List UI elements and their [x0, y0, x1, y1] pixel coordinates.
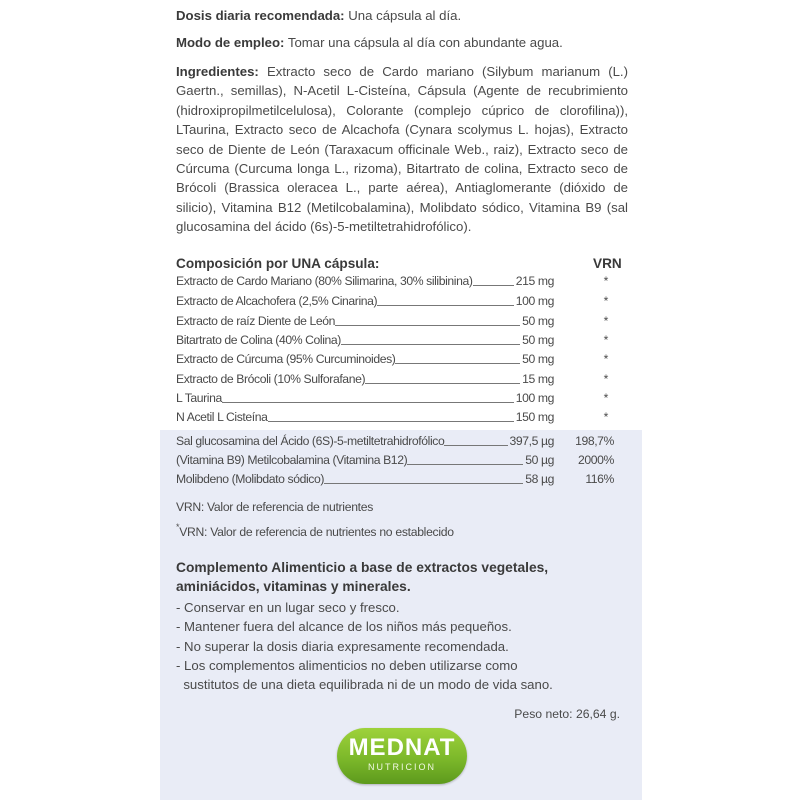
- ingredient-vrn: 116%: [585, 472, 614, 486]
- composition-row: [176, 331, 628, 349]
- leader-line: [395, 363, 520, 364]
- ingredient-vrn: *: [603, 372, 608, 386]
- composition-row: [176, 408, 628, 426]
- ingredient-name: (Vitamina B9) Metilcobalamina (Vitamina B12): [176, 453, 408, 467]
- ingredient-vrn: *: [603, 352, 608, 366]
- ingredient-name: Extracto de Cúrcuma (95% Curcuminoides): [176, 352, 396, 366]
- ingredient-name: L Taurina: [176, 391, 222, 405]
- composition-title: Composición por UNA cápsula:: [176, 256, 380, 271]
- composition-row: [176, 389, 628, 407]
- ingredient-vrn: *: [603, 314, 608, 328]
- logo-brand: MEDNAT: [348, 734, 456, 761]
- supplement-line-2: aminiácidos, vitaminas y minerales.: [176, 579, 411, 594]
- vrn-star-note: VRN: Valor de referencia de nutrientes no establecido: [179, 525, 454, 539]
- logo-subtitle: NUTRICION: [368, 762, 436, 772]
- ingredient-vrn: *: [603, 333, 608, 347]
- bullet-item: - Los complementos alimenticios no deben utilizarse como: [176, 658, 518, 673]
- usage-label: Modo de empleo:: [176, 35, 285, 50]
- ingredient-amount: 50 µg: [525, 453, 554, 467]
- composition-row: [176, 370, 628, 388]
- bullet-item: - Conservar en un lugar seco y fresco.: [176, 600, 400, 615]
- ingredient-amount: 15 mg: [522, 372, 554, 386]
- composition-row: [176, 432, 628, 450]
- leader-line: [407, 464, 523, 465]
- leader-line: [335, 325, 520, 326]
- ingredient-name: N Acetil L Cisteína: [176, 410, 268, 424]
- supplement-title: [176, 558, 548, 596]
- ingredient-amount: 50 mg: [522, 314, 554, 328]
- ingredient-name: Bitartrato de Colina (40% Colina): [176, 333, 341, 347]
- ingredient-vrn: *: [603, 294, 608, 308]
- bullet-item: - No superar la dosis diaria expresamente recomendada.: [176, 639, 509, 654]
- dose-line: [176, 6, 461, 25]
- composition-row: [176, 451, 628, 469]
- ingredient-amount: 150 mg: [515, 410, 554, 424]
- ingredient-name: Extracto de Brócoli (10% Sulforafane): [176, 372, 366, 386]
- usage-text: Tomar una cápsula al día con abundante agua.: [284, 35, 563, 50]
- vrn-note: VRN: Valor de referencia de nutrientes: [176, 500, 374, 514]
- composition-row: [176, 312, 628, 330]
- ingredient-name: Extracto de raíz Diente de León: [176, 314, 336, 328]
- ingredient-amount: 58 µg: [525, 472, 554, 486]
- composition-row: [176, 470, 628, 488]
- leader-line: [341, 344, 520, 345]
- dose-label: Dosis diaria recomendada:: [176, 8, 345, 23]
- ingredient-vrn: 2000%: [578, 453, 614, 467]
- leader-line: [222, 402, 514, 403]
- ingredient-amount: 100 mg: [515, 294, 554, 308]
- ingredient-name: Sal glucosamina del Ácido (6S)-5-metiltetrahidrofólico: [176, 434, 445, 448]
- ingredient-amount: 50 mg: [522, 352, 554, 366]
- ingredient-vrn: *: [603, 391, 608, 405]
- leader-line: [268, 421, 514, 422]
- leader-line: [365, 383, 520, 384]
- composition-row: [176, 350, 628, 368]
- composition-row: [176, 292, 628, 310]
- leader-line: [377, 305, 514, 306]
- ingredient-name: Extracto de Alcachofera (2,5% Cinarina): [176, 294, 378, 308]
- ingredient-name: Extracto de Cardo Mariano (80% Silimarina, 30% silibinina): [176, 274, 473, 288]
- ingredient-amount: 215 mg: [515, 274, 554, 288]
- leader-line: [444, 445, 507, 446]
- ingredients-text: Extracto seco de Cardo mariano (Silybum marianum (L.) Gaertn., semillas), N-Acetil L-Cisteína, Cápsula (Agente de recubrimiento (hidroxipropilmetilcelulosa), Colorante (complejo cúprico de clorofilina)), LTaurina, Extracto seco de Alcachofa (Cynara scolymus L. hojas), Extracto seco de Diente de León (Taraxacum officinale Web., raiz), Extracto seco de Cúrcuma (Curcuma longa L., rizoma), Bitartrato de colina, Extracto seco de Brócoli (Brassica oleracea L., parte aérea), Antiaglomerante (dióxido de silicio), Vitamina B12 (Metilcobalamina), Molibdato sódico, Vitamina B9 (sal glucosamina del ácido (6s)-5-metiltetrahidrofólico).: [176, 64, 628, 235]
- ingredient-vrn: 198,7%: [575, 434, 614, 448]
- dose-text: Una cápsula al día.: [344, 8, 462, 23]
- ingredient-amount: 397,5 µg: [509, 434, 554, 448]
- supplement-line-1: Complemento Alimenticio a base de extractos vegetales,: [176, 560, 549, 575]
- ingredients-paragraph: [176, 62, 628, 237]
- vrn-star-note-line: [176, 522, 454, 539]
- ingredient-amount: 100 mg: [515, 391, 554, 405]
- vrn-star-mark: *: [176, 522, 180, 532]
- vrn-header: VRN: [593, 256, 622, 271]
- leader-line: [324, 483, 523, 484]
- composition-row: [176, 272, 628, 290]
- ingredient-amount: 50 mg: [522, 333, 554, 347]
- mednat-logo: [337, 728, 467, 784]
- bullet-item: sustitutos de una dieta equilibrada ni de un modo de vida sano.: [176, 677, 553, 692]
- ingredient-name: Molibdeno (Molibdato sódico): [176, 472, 324, 486]
- ingredient-vrn: *: [603, 274, 608, 288]
- usage-line: [176, 33, 563, 52]
- bullet-item: - Mantener fuera del alcance de los niños más pequeños.: [176, 619, 512, 634]
- ingredients-label: Ingredientes:: [176, 64, 259, 79]
- net-weight: Peso neto: 26,64 g.: [514, 707, 620, 721]
- ingredient-vrn: *: [603, 410, 608, 424]
- leader-line: [473, 285, 514, 286]
